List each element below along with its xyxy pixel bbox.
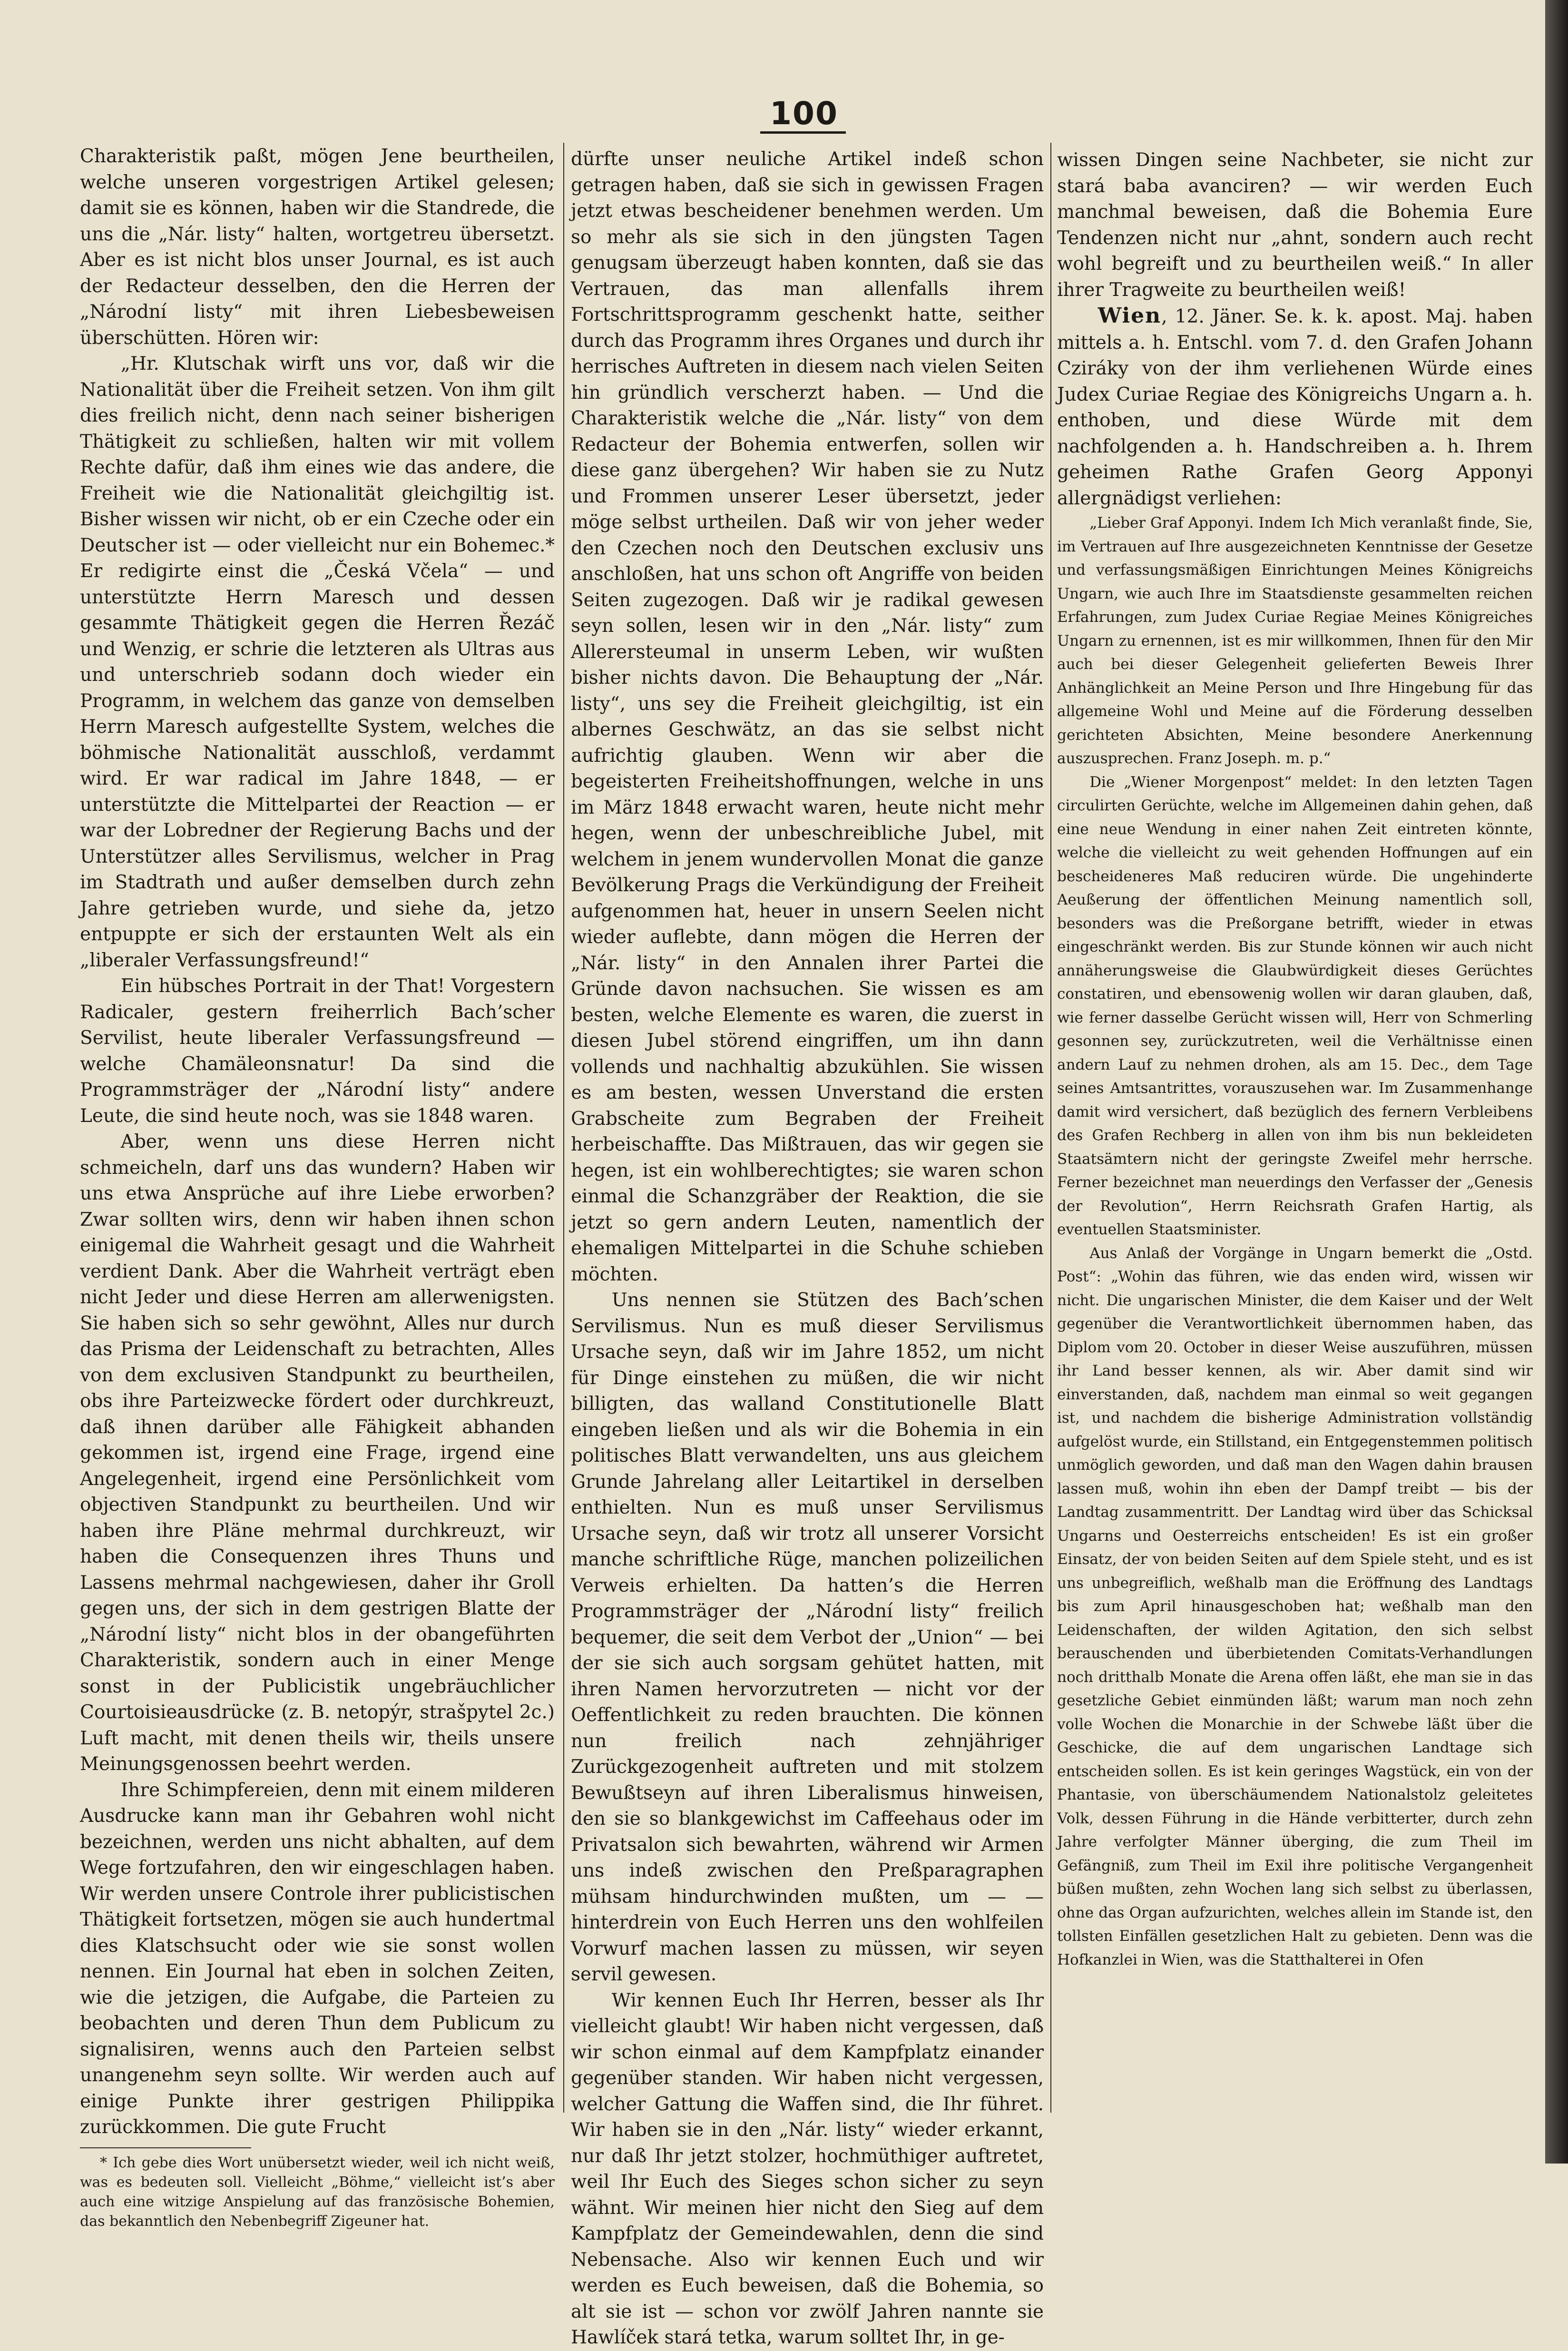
footnote: * Ich gebe dies Wort unübersetzt wieder, weil ich nicht weiß, was es bedeuten soll. Vielleicht „Böhme,“ vielleicht ist’s aber auch eine witzige Anspielung auf das französische Bohemien, das bekanntlich den Nebenbegriff Zigeuner hat. (80, 2154, 555, 2230)
column-right (1057, 148, 1533, 2136)
news-text: , 12. Jäner. Se. k. k. apost. Maj. haben mittels a. h. Entschl. vom 7. d. den Grafen Johann Cziráky von der ihm verliehenen Würde eines Judex Curiae Regiae des Königreichs Ungarn a. h. enthoben, und diese Würde mit dem nachfolgenden a. h. Handschreiben a. h. Ihrem geheimen Rathe Grafen Georg Apponyi allergnädigst verliehen: (1057, 306, 1533, 509)
paragraph: Die „Wiener Morgenpost“ meldet: In den letzten Tagen circulirten Gerüchte, welche im Allgemeinen dahin gehen, daß eine neue Wendung in einer nahen Zeit eintreten könnte, welche die vielleicht zu weit gehenden Hoffnungen auf ein bescheideneres Maß reduciren würde. Die ungehinderte Aeußerung der öffentlichen Meinung namentlich soll, besonders was die Preßorgane betrifft, wieder in etwas eingeschränkt werden. Bis zur Stunde können wir auch nicht annäherungsweise die Glaubwürdigkeit dieses Gerüchtes constatiren, und ebensowenig wollen wir daran glauben, daß, wie ferner dasselbe Gerücht wissen will, Herr von Schmerling gesonnen sey, zurückzutreten, weil die Verhältnisse einen andern Lauf zu nehmen drohen, als am 15. Dec., dem Tage seines Amtsantrittes, vorauszusehen war. Im Zusammenhange damit wird versichert, daß bezüglich des fernern Verbleibens des Grafen Rechberg in allen von ihm bis nun bekleideten Staatsämtern nicht der geringste Zweifel mehr herrsche. Ferner bezeichnet man neuerdings den Verfasser der „Genesis der Revolution“, Herrn Reichsrath Grafen Hartig, als eventuellen Staatsminister. (1057, 773, 1533, 1238)
paragraph-quote: „Hr. Klutschak wirft uns vor, daß wir die Nationalität über die Freiheit setzen. Von ihm gilt dies freilich nicht, denn nach seiner bisherigen Thätigkeit zu schließen, halten wir mit vollem Rechte dafür, daß ihm eines wie das andere, die Freiheit wie die Nationalität gleichgiltig ist. Bisher wissen wir nicht, ob er ein Czeche oder ein Deutscher ist — oder vielleicht nur ein Bohemec.* Er redigirte einst die „Česká Včela“ — und unterstützte Herrn Maresch und dessen gesammte Thätigkeit gegen die Herren Řezáč und Wenzig, er schrie die letzteren als Ultras aus und unterschrieb sodann doch wieder ein Programm, in welchem das ganze von demselben Herrn Maresch aufgestellte System, welches die böhmische Nationalität ausschloß, verdammt wird. Er war radical im Jahre 1848, — er unterstützte die Mittelpartei der Reaction — er war der Lobredner der Regierung Bachs und der Unterstützer alles Servilismus, welcher in Prag im Stadtrath und außer demselben durch zehn Jahre getrieben wurde, und siehe da, jetzo entpuppte er sich der erstaunten Welt als ein „liberaler Verfassungsfreund!“ (80, 353, 555, 971)
paragraph: Uns nennen sie Stützen des Bach’schen Servilismus. Nun es muß dieser Servilismus Ursache seyn, daß wir im Jahre 1852, um nicht für Dinge einstehen zu müßen, die wir nicht billigten, das walland Constitutionelle Blatt eingeben ließen und als wir die Bohemia in ein politisches Blatt verwandelten, uns aus gleichem Grunde Jahrelang aller Leitartikel in derselben enthielten. Nun es muß unser Servilismus Ursache seyn, daß wir trotz all unserer Vorsicht manche schriftliche Rüge, manchen polizeilichen Verweis erhielten. Da hatten’s die Herren Programmsträger der „Národní listy“ freilich bequemer, die seit dem Verbot der „Union“ — bei der sie sich auch sorgsam gehütet hatten, mit ihren Namen hervorzutreten — nicht vor der Oeffentlichkeit zu reden brauchten. Die können nun freilich nach zehnjähriger Zurückgezogenheit auftreten und mit stolzem Bewußtseyn auf ihren Liberalismus hinweisen, den sie so blankgewichst im Caffeehaus oder im Privatsalon sich bewahrten, während wir Armen uns indeß zwischen den Preßparagraphen mühsam hindurchwinden mußten, um — — hinterdrein von Euch Herren uns den wohlfeilen Vorwurf machen lassen zu müssen, wir seyen servil gewesen. (571, 1289, 1044, 1985)
header-rule (760, 131, 846, 134)
paragraph: dürfte unser neuliche Artikel indeß schon getragen haben, daß sie sich in gewissen Fragen jetzt etwas bescheidener benehmen werden. Um so mehr als sie sich in den jüngsten Tagen genugsam überzeugt haben konnten, daß sie das Vertrauen, das man allenfalls ihrem Fortschrittsprogramm geschenkt hatte, seither durch das Programm ihres Organes und durch ihr herrisches Auftreten in diesem nach vielen Seiten hin gründlich verscherzt haben. — Und die Charakteristik welche die „Nár. listy“ von dem Redacteur der Bohemia entwerfen, sollen wir diese ganz übergehen? Wir haben sie zu Nutz und Frommen unserer Leser übersetzt, jeder möge selbst urtheilen. Daß wir von jeher weder den Czechen noch den Deutschen exclusiv uns anschloßen, hat uns schon oft Angriffe von beiden Seiten zugezogen. Daß wir je radikal gewesen seyn sollen, lesen wir in den „Nár. listy“ zum Allerersteumal in unserm Leben, wir wußten bisher nichts davon. Die Behauptung der „Nár. listy“, uns sey die Freiheit gleichgiltig, ist ein albernes Geschwätz, an das sie selbst nicht aufrichtig glauben. Wenn wir aber die begeisterten Freiheitshoffnungen, welche in uns im März 1848 erwacht waren, heute nicht mehr hegen, wenn der unbeschreibliche Jubel, mit welchem in jenem wundervollen Monat die ganze Bevölkerung Prags die Verkündigung der Freiheit aufgenommen hat, heuer in unsern Seelen nicht wieder auflebte, dann mögen die Herren der „Nár. listy“ in den Annalen ihrer Partei die Gründe davon nachsuchen. Sie wissen es am besten, welche Elemente es waren, die zuerst in diesen Jubel störend eingriffen, um ihn dann vollends und nachhaltig abzukühlen. Sie wissen es am besten, wessen Unverstand die ersten Grabscheite zum Begraben der Freiheit herbeischaffte. Das Mißtrauen, das wir gegen sie hegen, ist ein wohlberechtigtes; sie waren schon einmal die Schanzgräber der Reaktion, die sie jetzt so gern andern Leuten, namentlich der ehemaligen Mittelpartei in die Schuhe schieben möchten. (571, 148, 1044, 1285)
paragraph: Aber, wenn uns diese Herren nicht schmeicheln, darf uns das wundern? Haben wir uns etwa Ansprüche auf ihre Liebe erworben? Zwar sollten wirs, denn wir haben ihnen schon einigemal die Wahrheit gesagt und die Wahrheit verdient Dank. Aber die Wahrheit verträgt eben nicht Jeder und diese Herren am allerwenigsten. Sie haben sich so sehr gewöhnt, Alles nur durch das Prisma der Leidenschaft zu betrachten, Alles von dem exclusiven Standpunkt zu beurtheilen, obs ihre Parteizwecke fördert oder durchkreuzt, daß ihnen darüber alle Fähigkeit abhanden gekommen ist, irgend eine Frage, irgend eine Angelegenheit, irgend eine Persönlichkeit vom objectiven Standpunkt zu beurtheilen. Und wir haben ihre Pläne mehrmal durchkreuzt, wir haben die Consequenzen ihres Thuns und Lassens mehrmal nachgewiesen, daher ihr Groll gegen uns, der sich in dem gestrigen Blatte der „Národní listy“ nicht blos in der obangeführten Charakteristik, sondern auch in einer Menge sonst in der Publicistik ungebräuchlicher Courtoisieausdrücke (z. B. netopýr, strašpytel 2c.) Luft macht, mit denen theils wir, theils unsere Meinungsgenossen beehrt werden. (80, 1131, 555, 1775)
paragraph: Wir kennen Euch Ihr Herren, besser als Ihr vielleicht glaubt! Wir haben nicht vergessen, daß wir schon einmal auf dem Kampfplatz einander gegenüber standen. Wir haben nicht vergessen, welcher Gattung die Waffen sind, die Ihr führet. Wir haben sie in den „Nár. listy“ wieder erkannt, nur daß Ihr jetzt stolzer, hochmüthiger auftretet, weil Ihr Euch des Sieges schon sicher zu seyn wähnt. Wir meinen hier nicht den Sieg auf dem Kampfplatz der Gemeindewahlen, denn die sind Nebensache. Also wir kennen Euch und wir werden es Euch beweisen, daß die Bohemia, so alt sie ist — schon vor zwölf Jahren nannte sie Hawlíček stará tetka, warum solltet Ihr, in ge- (571, 1989, 1044, 2348)
footnote-rule (80, 2147, 251, 2148)
paragraph: wissen Dingen seine Nachbeter, sie nicht zur stará baba avanciren? — wir werden Euch manchmal beweisen, daß die Bohemia Eure Tendenzen nicht nur „ahnt, sondern auch recht wohl begreift und zu beurtheilen weiß.“ In aller ihrer Tragweite zu beurtheilen weiß! (1057, 149, 1533, 301)
paragraph: Ein hübsches Portrait in der That! Vorgestern Radicaler, gestern freiherrlich Bach’scher Servilist, heute liberaler Verfassungsfreund — welche Chamäleonsnatur! Da sind die Programmsträger der „Národní listy“ andere Leute, die sind heute noch, was sie 1848 waren. (80, 975, 555, 1127)
page-edge-shadow (1545, 0, 1568, 2164)
column-middle (571, 147, 1044, 2348)
imperial-letter: „Lieber Graf Apponyi. Indem Ich Mich veranlaßt finde, Sie, im Vertrauen auf Ihre ausgezeichneten Kenntnisse der Gesetze und verfassungsmäßigen Einrichtungen Meines Königreichs Ungarn, wie auch Ihre im Staatsdienste gesammelten reichen Erfahrungen, zum Judex Curiae Regiae Meines Königreiches Ungarn zu ernennen, ist es mir willkommen, Ihnen für den Mir auch bei dieser Gelegenheit gelieferten Beweis Ihrer Anhänglichkeit an Meine Person und Ihre Hingebung für das allgemeine Wohl und Meine auf die Förderung desselben gerichteten Absichten, Meine besondere Anerkennung auszusprechen. Franz Joseph. m. p.“ (1057, 514, 1533, 767)
page-number: 100 (770, 95, 838, 132)
column-left (80, 144, 555, 2230)
paragraph: Ihre Schimpfereien, denn mit einem milderen Ausdrucke kann man ihr Gebahren wohl nicht bezeichnen, werden uns nicht abhalten, auf dem Wege fortzufahren, den wir eingeschlagen haben. Wir werden unsere Controle ihrer publicistischen Thätigkeit fortsetzen, mögen sie auch hundertmal dies Klatschsucht oder wie sie sonst wollen nennen. Ein Journal hat eben in solchen Zeiten, wie die jetzigen, die Aufgabe, die Parteien zu beobachten und deren Thun dem Publicum zu signalisiren, wenns auch den Parteien selbst unangenehm seyn sollte. Wir werden auch auf einige Punkte ihrer gestrigen Philippika zurückkommen. Die gute Frucht (80, 1779, 555, 2138)
news-item-vienna (1057, 303, 1533, 512)
dateline: Wien (1098, 304, 1162, 328)
paragraph: Charakteristik paßt, mögen Jene beurtheilen, welche unseren vorgestrigen Artikel gelesen; damit sie es können, haben wir die Standrede, die uns die „Nár. listy“ halten, wortgetreu übersetzt. Aber es ist nicht blos unser Journal, es ist auch der Redacteur desselben, den die Herren der „Národní listy“ mit ihren Liebesbeweisen überschütten. Hören wir: (80, 146, 555, 349)
paragraph: Aus Anlaß der Vorgänge in Ungarn bemerkt die „Ostd. Post“: „Wohin das führen, wie das enden wird, wissen wir nicht. Die ungarischen Minister, die dem Kaiser und der Welt gegenüber die Verantwortlichkeit übernommen haben, das Diplom vom 20. October in dieser Weise auszuführen, müssen ihr Land besser kennen, als wir. Aber damit sind wir einverstanden, daß, nachdem man einmal so weit gegangen ist, und nachdem die bisherige Administration vollständig aufgelöst wurde, ein Stillstand, ein Entgegenstemmen politisch unmöglich geworden, und daß man den Wagen dahin brausen lassen muß, wohin ihn eben der Dampf treibt — bis der Landtag zusammentritt. Der Landtag wird über das Schicksal Ungarns und Oesterreichs entscheiden! Es ist ein großer Einsatz, der von beiden Seiten auf dem Spiele steht, und es ist uns unbegreiflich, weßhalb man die Eröffnung des Landtags bis zum April hinausgeschoben hat; weßhalb man den Leidenschaften, der wilden Agitation, den sich selbst berauschenden und überbietenden Comitats-Verhandlungen noch dritthalb Monate die Arena offen läßt, ehe man sie in das gesetzliche Gebiet einmünden läßt; warum man noch zehn volle Wochen die Monarchie in der Schwebe läßt über die Geschicke, die auf dem ungarischen Landtage sich entscheiden sollen. Es ist kein geringes Wagstück, ein von der Phantasie, von überschäumendem Nationalstolz geleitetes Volk, dessen Führung in die Hände verbitterter, durch zehn Jahre verfolgter Männer überging, die zum Theil im Gefängniß, zum Theil im Exil ihre politische Vergangenheit büßen mußten, zehn Wochen lang sich selbst zu überlassen, ohne das Organ aufzurichten, welches allein im Stande ist, den tollsten Einfällen gesetzlichen Halt zu gebieten. Denn was die Hofkanzlei in Wien, was die Statthalterei in Ofen (1057, 1244, 1533, 1968)
column-divider (1050, 143, 1051, 2113)
column-divider (563, 143, 564, 2113)
